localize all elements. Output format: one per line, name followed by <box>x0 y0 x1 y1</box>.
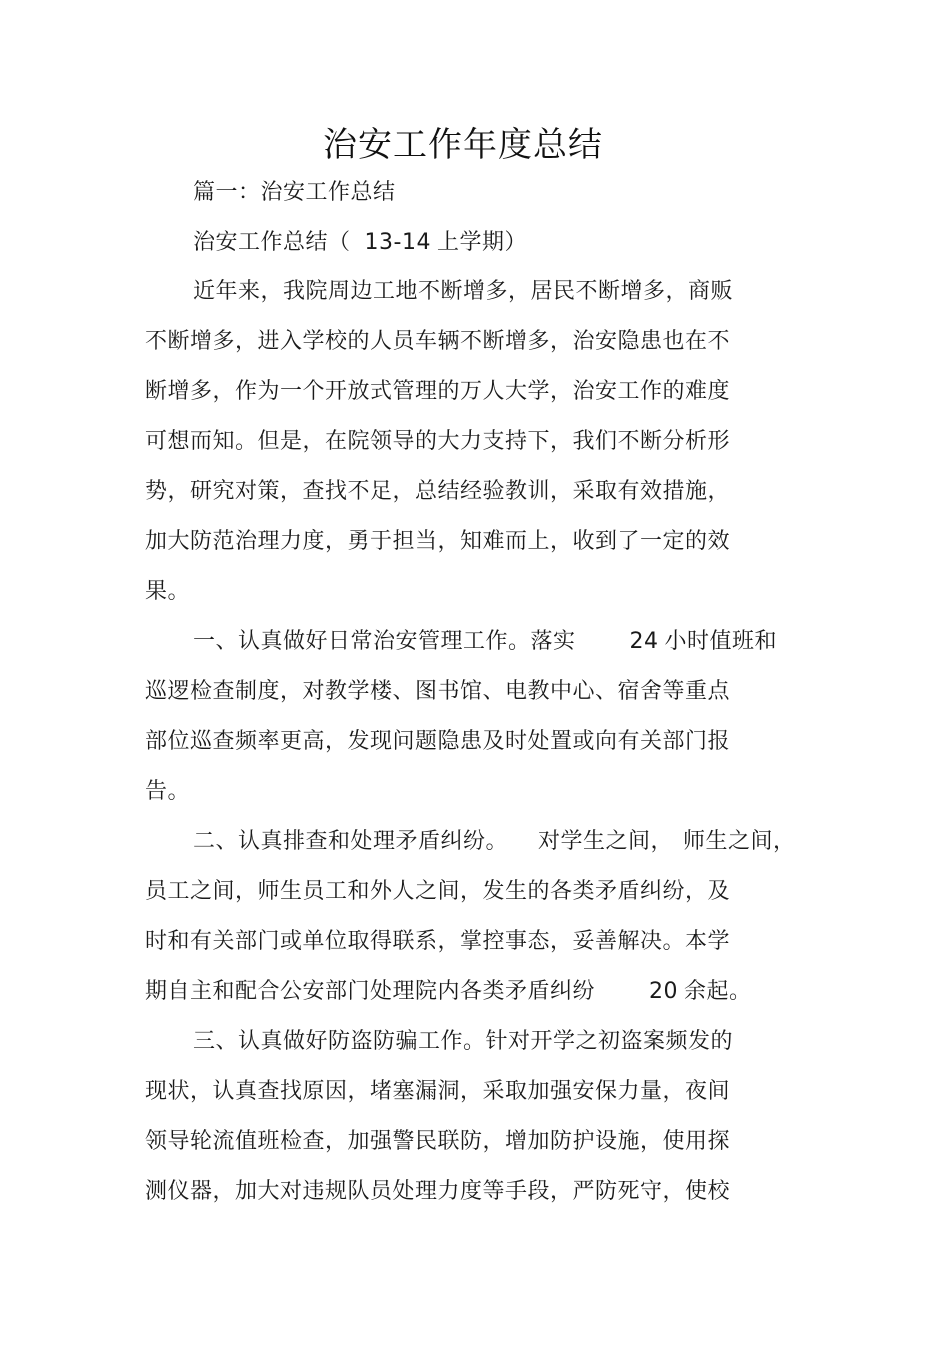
item3-line: 现状，认真查找原因，堵塞漏洞，采取加强安保力量，夜间 <box>145 1079 731 1104</box>
item1-suffix: 小时值班和 <box>664 629 778 654</box>
item1-line: 部位巡查频率更高，发现问题隐患及时处置或向有关部门报 <box>145 729 731 754</box>
item2-first-line <box>193 827 796 857</box>
intro-line: 加大防范治理力度，勇于担当，知难而上，收到了一定的效 <box>145 529 731 554</box>
section-heading: 篇一：治安工作总结 <box>193 180 396 205</box>
subtitle-term: 13-14 <box>364 230 431 255</box>
intro-line: 断增多，作为一个开放式管理的万人大学，治安工作的难度 <box>145 379 731 404</box>
intro-line: 势，研究对策，查找不足，总结经验教训，采取有效措施， <box>145 479 731 504</box>
item1-line: 巡逻检查制度，对教学楼、图书馆、电教中心、宿舍等重点 <box>145 679 731 704</box>
subtitle-suffix: 上学期） <box>436 230 527 255</box>
item3-line: 测仪器，加大对违规队员处理力度等手段，严防死守，使校 <box>145 1179 731 1204</box>
item2-last-prefix: 期自主和配合公安部门处理院内各类矛盾纠纷 <box>145 979 596 1004</box>
intro-line: 果。 <box>145 579 191 604</box>
item2-last-line <box>145 977 752 1007</box>
item1-line: 告。 <box>145 779 191 804</box>
item3-line: 领导轮流值班检查，加强警民联防，增加防护设施，使用探 <box>145 1129 731 1154</box>
subtitle-prefix: 治安工作总结（ <box>193 230 351 255</box>
document-subtitle <box>193 228 527 258</box>
intro-line: 可想而知。但是，在院领导的大力支持下，我们不断分析形 <box>145 429 731 454</box>
item2-number: 20 <box>649 979 679 1004</box>
item2-line: 员工之间，师生员工和外人之间，发生的各类矛盾纠纷，及 <box>145 879 731 904</box>
item2-part-a: 二、认真排查和处理矛盾纠纷。 <box>193 829 509 854</box>
item1-prefix: 一、认真做好日常治安管理工作。落实 <box>193 629 576 654</box>
item2-part-b: 对学生之间， <box>538 829 674 854</box>
document-title: 治安工作年度总结 <box>323 125 603 165</box>
intro-line: 近年来，我院周边工地不断增多，居民不断增多，商贩 <box>193 279 734 304</box>
item2-part-c: 师生之间， <box>683 829 796 854</box>
intro-line: 不断增多，进入学校的人员车辆不断增多，治安隐患也在不 <box>145 329 731 354</box>
item2-last-suffix: 余起。 <box>684 979 752 1004</box>
item1-first-line <box>193 627 777 657</box>
item2-line: 时和有关部门或单位取得联系，掌控事态，妥善解决。本学 <box>145 929 731 954</box>
item3-line: 三、认真做好防盗防骗工作。针对开学之初盗案频发的 <box>193 1029 734 1054</box>
item1-number: 24 <box>629 629 659 654</box>
